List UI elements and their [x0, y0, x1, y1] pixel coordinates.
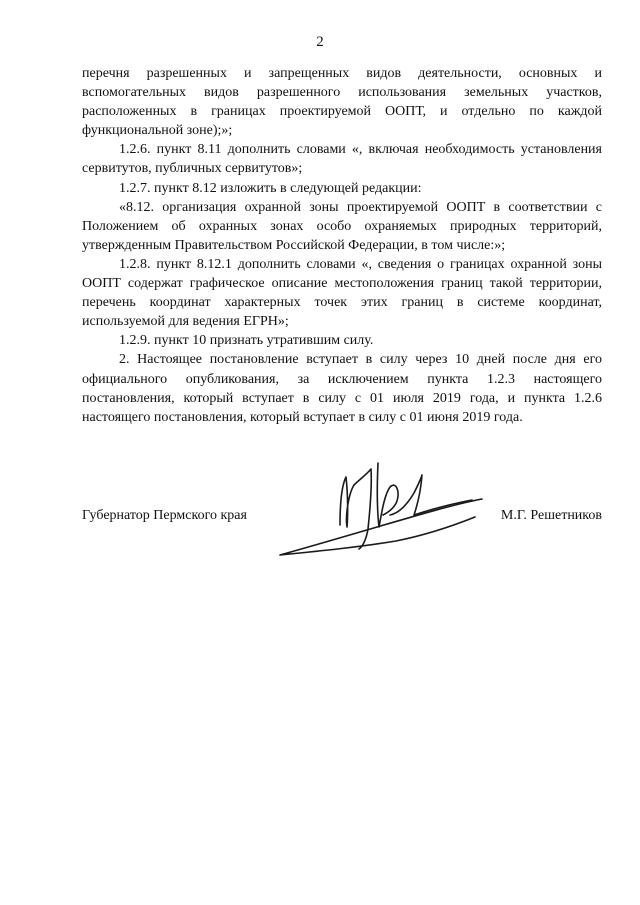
paragraph-item-1-2-6: 1.2.6. пункт 8.11 дополнить словами «, включая необходимость установления сервитутов, публичных сервитутов»; — [82, 142, 602, 177]
page-number: 2 — [316, 34, 324, 50]
paragraph-quote-8-12: «8.12. организация охранной зоны проектируемой ООПТ в соответствии с Положением об охранных зонах особо охраняемых природных территорий, утвержденным Правительством Российской Федерации, в том числе:»; — [82, 199, 602, 253]
paragraph-item-2-effective-date: 2. Настоящее постановление вступает в силу через 10 дней после дня его официального опубликования, за исключением пункта 1.2.3 настоящего постановления, который вступает в силу с 01 июля 2019 года, и пункта 1.2.6 настоящего постановления, который вступает в силу с 01 июня 2019 года. — [82, 352, 602, 425]
paragraph-item-1-2-9: 1.2.9. пункт 10 признать утратившим силу. — [119, 333, 374, 349]
paragraph-item-1-2-7: 1.2.7. пункт 8.12 изложить в следующей редакции: — [119, 180, 422, 196]
paragraph-item-1-2-8: 1.2.8. пункт 8.12.1 дополнить словами «, сведения о границах охранной зоны ООПТ содержат графическое описание местоположения границ такой территории, перечень координат характерных точек этих границ в системе координат, используемой для ведения ЕГРН»; — [82, 256, 602, 330]
signatory-position: Губернатор Пермского края — [82, 508, 247, 523]
paragraph-list-continuation: перечня разрешенных и запрещенных видов деятельности, основных и вспомогательных видов разрешенного использования земельных участков, расположенных в границах проектируемой ООПТ, и отдельно по каждой функциональной зоне);»; — [82, 66, 602, 139]
signatory-name: М.Г. Решетников — [500, 508, 602, 523]
document-body — [82, 64, 602, 427]
signature-block — [82, 508, 602, 548]
